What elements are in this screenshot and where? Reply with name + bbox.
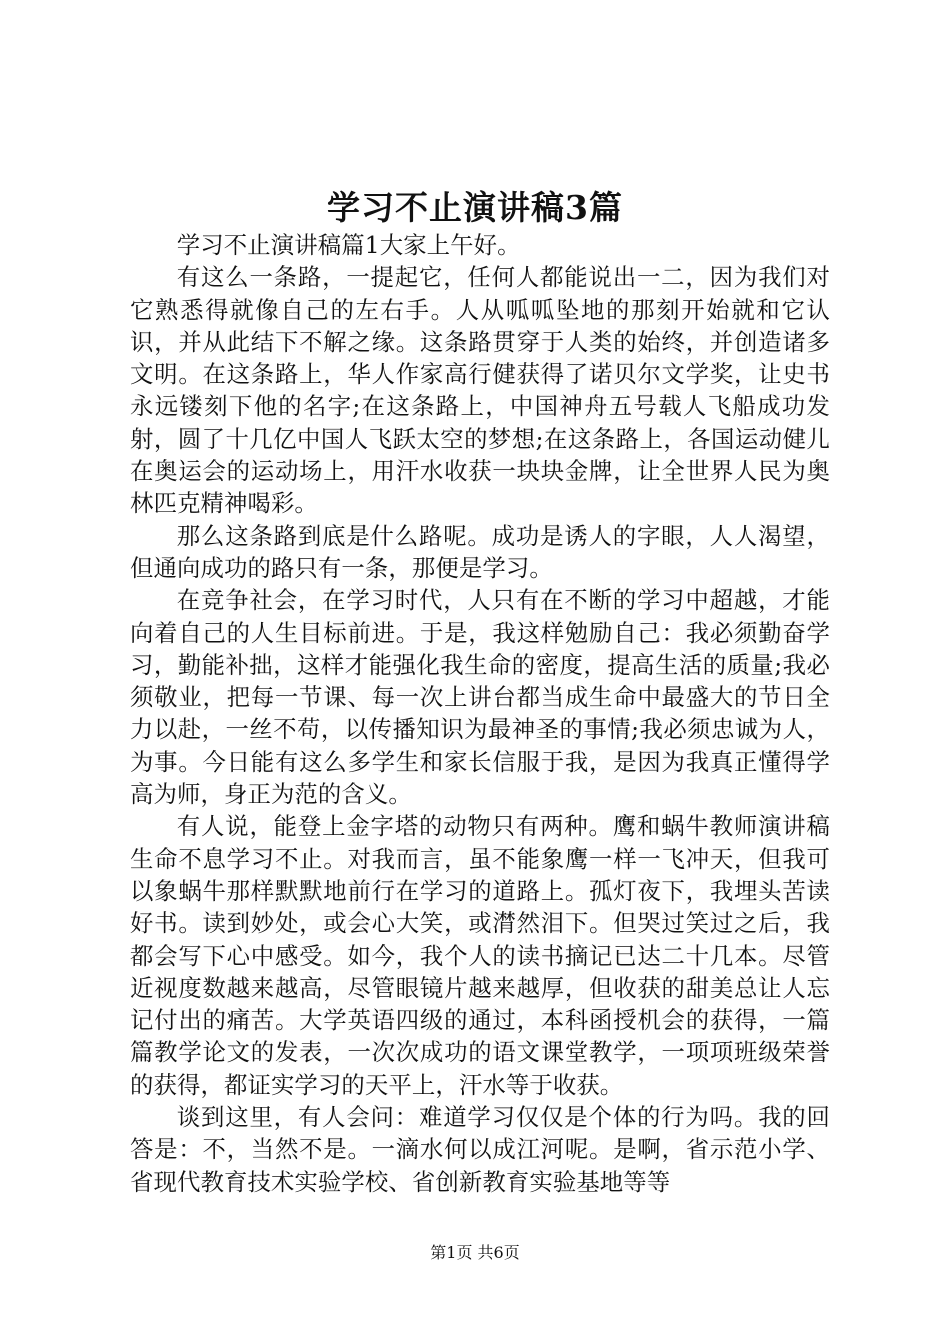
document-body bbox=[130, 229, 830, 1198]
document-title: 学习不止演讲稿3篇 bbox=[327, 188, 623, 227]
paragraph: 有这么一条路，一提起它，任何人都能说出一二，因为我们对它熟悉得就像自己的左右手。人从呱呱坠地的那刻开始就和它认识，并从此结下不解之缘。这条路贯穿于人类的始终，并创造诸多文明。在这条路上，华人作家高行健获得了诺贝尔文学奖，让史书永远镂刻下他的名字;在这条路上，中国神舟五号载人飞船成功发射，圆了十几亿中国人飞跃太空的梦想;在这条路上，各国运动健儿在奥运会的运动场上，用汗水收获一块块金牌，让全世界人民为奥林匹克精神喝彩。 bbox=[130, 263, 830, 518]
paragraph: 那么这条路到底是什么路呢。成功是诱人的字眼，人人渴望，但通向成功的路只有一条，那便是学习。 bbox=[130, 521, 830, 582]
paragraph: 有人说，能登上金字塔的动物只有两种。鹰和蜗牛教师演讲稿生命不息学习不止。对我而言，虽不能象鹰一样一飞冲天，但我可以象蜗牛那样默默地前行在学习的道路上。孤灯夜下，我埋头苦读好书。读到妙处，或会心大笑，或潸然泪下。但哭过笑过之后，我都会写下心中感受。如今，我个人的读书摘记已达二十几本。尽管近视度数越来越高，尽管眼镜片越来越厚，但收获的甜美总让人忘记付出的痛苦。大学英语四级的通过，本科函授机会的获得，一篇篇教学论文的发表，一次次成功的语文课堂教学，一项项班级荣誉的获得，都证实学习的天平上，汗水等于收获。 bbox=[130, 812, 830, 1099]
paragraph: 谈到这里，有人会问：难道学习仅仅是个体的行为吗。我的回答是：不，当然不是。一滴水何以成江河呢。是啊，省示范小学、省现代教育技术实验学校、省创新教育实验基地等等 bbox=[130, 1103, 830, 1196]
paragraph: 在竞争社会，在学习时代，人只有在不断的学习中超越，才能向着自己的人生目标前进。于是，我这样勉励自己：我必须勤奋学习，勤能补拙，这样才能强化我生命的密度，提高生活的质量;我必须敬业，把每一节课、每一次上讲台都当成生命中最盛大的节日全力以赴，一丝不苟，以传播知识为最神圣的事情;我必须忠诚为人，为事。今日能有这么多学生和家长信服于我，是因为我真正懂得学高为师，身正为范的含义。 bbox=[130, 586, 830, 809]
paragraph: 学习不止演讲稿篇1大家上午好。 bbox=[176, 231, 521, 259]
page-number-footer: 第1页 共6页 bbox=[430, 1243, 520, 1262]
